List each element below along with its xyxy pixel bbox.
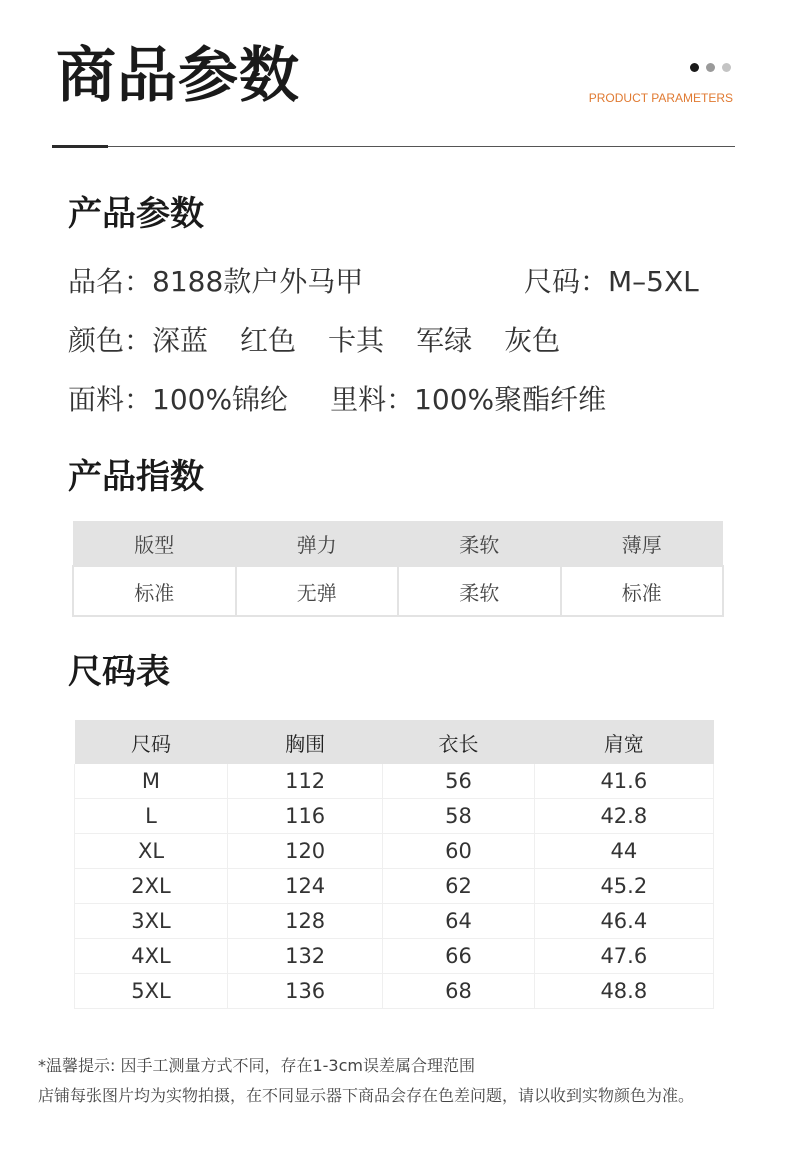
size-table [74, 720, 714, 1009]
table-row [75, 764, 714, 799]
index-table [72, 521, 724, 617]
table-cell: 42.8 [534, 799, 713, 834]
size-header-cell: 肩宽 [534, 720, 713, 764]
spec-color-line [68, 321, 560, 361]
section-title-size-chart: 尺码表 [68, 652, 170, 692]
dot-3 [722, 63, 731, 72]
header-divider-accent [52, 145, 108, 148]
table-cell: 2XL [75, 869, 228, 904]
table-cell: M [75, 764, 228, 799]
table-cell: 62 [383, 869, 534, 904]
index-value-cell: 柔软 [398, 566, 561, 616]
table-cell: 47.6 [534, 939, 713, 974]
table-row [75, 974, 714, 1009]
size-header-cell: 胸围 [227, 720, 382, 764]
table-cell: 66 [383, 939, 534, 974]
table-cell: L [75, 799, 228, 834]
table-cell: 3XL [75, 904, 228, 939]
size-range: 尺码：M–5XL [524, 265, 699, 298]
table-cell: 58 [383, 799, 534, 834]
table-cell: 45.2 [534, 869, 713, 904]
table-cell: 64 [383, 904, 534, 939]
index-value-cell: 标准 [561, 566, 724, 616]
color-option: 军绿 [416, 324, 473, 357]
table-cell: 5XL [75, 974, 228, 1009]
color-option: 红色 [240, 324, 297, 357]
table-cell: 128 [227, 904, 382, 939]
index-header-cell: 薄厚 [561, 521, 724, 566]
page-title: 商品参数 [56, 41, 300, 111]
page-subtitle-en: PRODUCT PARAMETERS [588, 91, 733, 105]
spec-size-line [524, 262, 699, 302]
lining: 里料：100%聚酯纤维 [330, 383, 607, 416]
index-header-cell: 版型 [73, 521, 236, 566]
table-cell: 68 [383, 974, 534, 1009]
table-cell: 48.8 [534, 974, 713, 1009]
table-row [75, 869, 714, 904]
table-cell: 41.6 [534, 764, 713, 799]
spec-fabric-line [68, 380, 606, 420]
color-option: 深蓝 [152, 324, 209, 357]
table-cell: 56 [383, 764, 534, 799]
table-row [75, 939, 714, 974]
table-cell: 44 [534, 834, 713, 869]
section-title-index: 产品指数 [68, 457, 204, 497]
table-cell: 112 [227, 764, 382, 799]
size-table-body [75, 764, 714, 1009]
color-option: 灰色 [504, 324, 561, 357]
color-label: 颜色： [68, 324, 153, 357]
fabric: 面料：100%锦纶 [68, 383, 289, 416]
table-row [75, 904, 714, 939]
table-cell: 124 [227, 869, 382, 904]
size-header-cell: 衣长 [383, 720, 534, 764]
index-header-cell: 弹力 [236, 521, 399, 566]
header-divider [52, 146, 735, 147]
note-measurement: *温馨提示: 因手工测量方式不同，存在1-3cm误差属合理范围 [38, 1056, 475, 1075]
table-cell: 136 [227, 974, 382, 1009]
index-value-row [73, 566, 723, 616]
note-color-disclaimer: 店铺每张图片均为实物拍摄，在不同显示器下商品会存在色差问题，请以收到实物颜色为准。 [38, 1086, 695, 1105]
pagination-dots [690, 63, 731, 72]
table-cell: XL [75, 834, 228, 869]
table-cell: 60 [383, 834, 534, 869]
table-cell: 132 [227, 939, 382, 974]
index-header-row [73, 521, 723, 566]
table-cell: 46.4 [534, 904, 713, 939]
dot-2 [706, 63, 715, 72]
table-row [75, 799, 714, 834]
table-row [75, 834, 714, 869]
table-cell: 4XL [75, 939, 228, 974]
table-cell: 120 [227, 834, 382, 869]
spec-name-line [68, 262, 363, 302]
size-header-row [75, 720, 714, 764]
index-value-cell: 无弹 [236, 566, 399, 616]
product-name: 品名：8188款户外马甲 [68, 265, 364, 298]
size-header-cell: 尺码 [75, 720, 228, 764]
index-value-cell: 标准 [73, 566, 236, 616]
color-option: 卡其 [328, 324, 385, 357]
section-title-params: 产品参数 [68, 194, 204, 234]
dot-1 [690, 63, 699, 72]
table-cell: 116 [227, 799, 382, 834]
index-header-cell: 柔软 [398, 521, 561, 566]
